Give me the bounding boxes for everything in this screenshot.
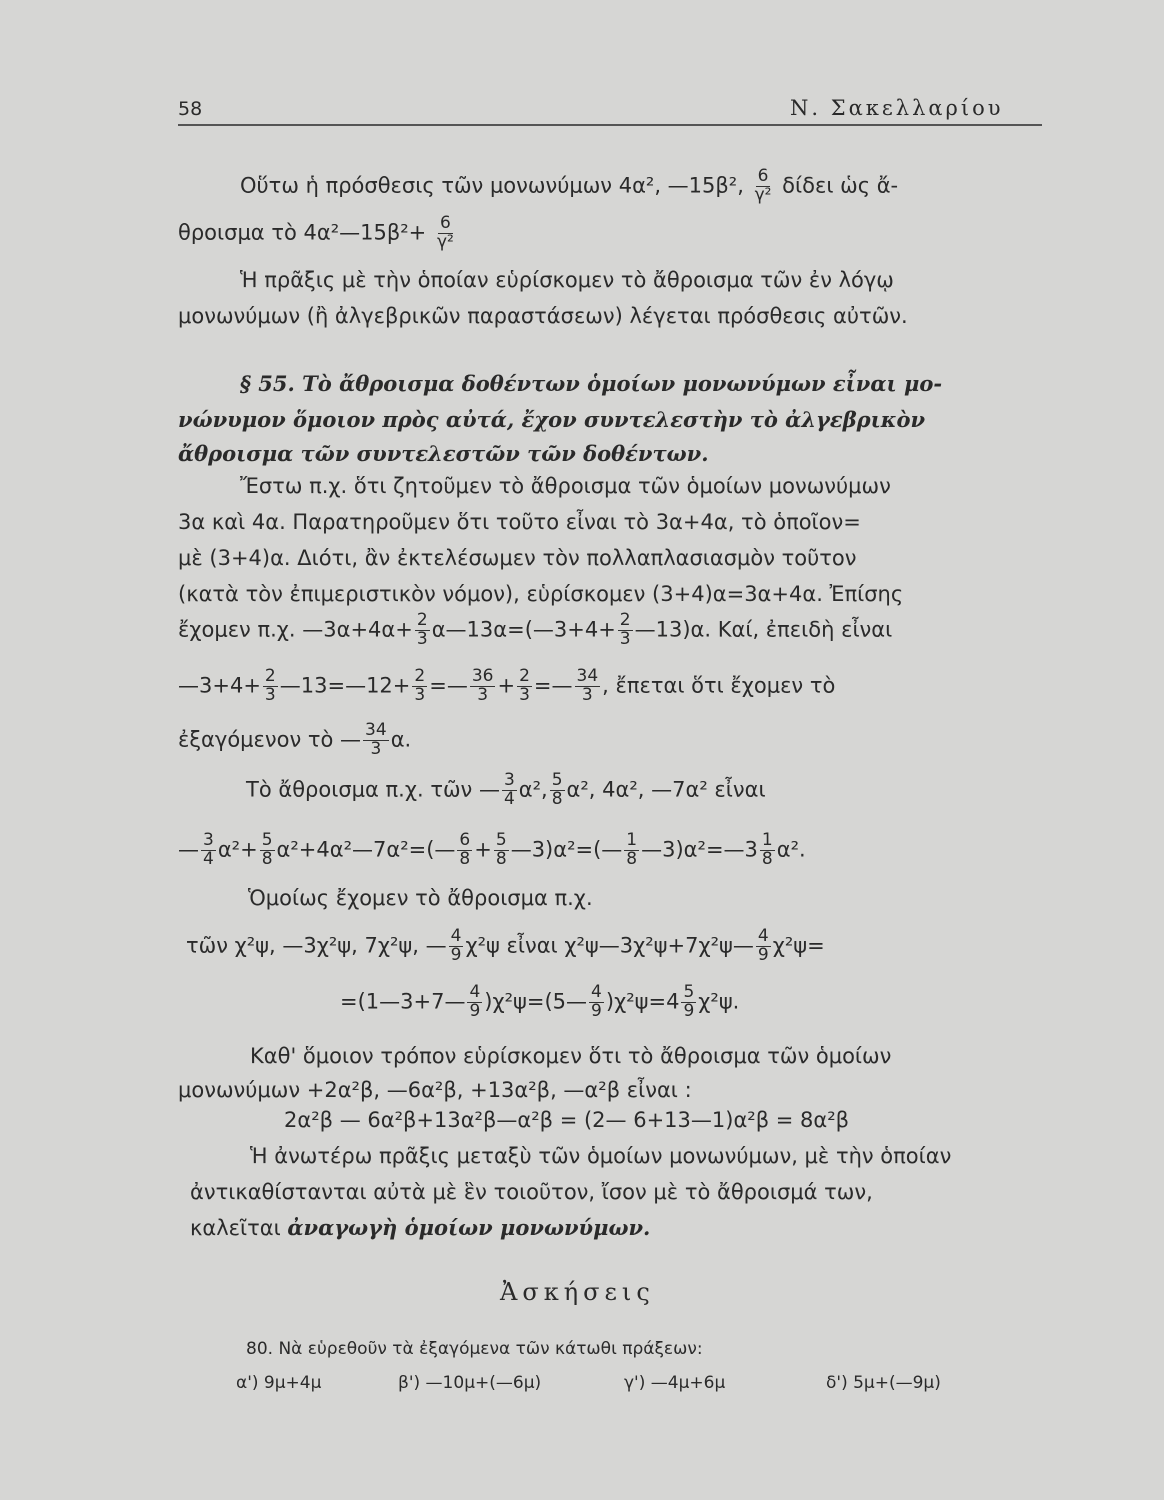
frac-den: 3 xyxy=(414,684,426,705)
fraction xyxy=(760,832,775,869)
text: —13=—12+ xyxy=(279,673,411,698)
text: καλεῖται xyxy=(190,1216,281,1240)
text: χ²ψ εἶναι χ²ψ—3χ²ψ+7χ²ψ— xyxy=(465,933,754,958)
section-55-line2: νώνυμον ὅμοιον πρὸς αὐτά, ἔχον συντελεστὴν τὸ ἀλγεβρικὸν xyxy=(178,407,926,432)
frac-den: 9 xyxy=(683,1000,695,1021)
frac-den: 9 xyxy=(450,944,462,965)
text: Οὕτω ἡ πρόσθεσις τῶν μονωνύμων 4α², —15β², xyxy=(240,173,744,198)
body3-line2 xyxy=(186,928,825,965)
text: α², xyxy=(518,777,548,802)
body4-line1: Καθ' ὅμοιον τρόπον εὑρίσκομεν ὅτι τὸ ἄθροισμα τῶν ὁμοίων xyxy=(250,1044,892,1068)
frac-den: γ² xyxy=(436,231,454,252)
frac-den: 8 xyxy=(495,848,507,869)
frac-den: 3 xyxy=(477,684,489,705)
running-header-author: Ν. Σακελλαρίου xyxy=(790,96,1004,120)
text: , ἔπεται ὅτι ἔχομεν τὸ xyxy=(602,673,836,698)
frac-num: 3 xyxy=(503,770,515,790)
frac-num: 2 xyxy=(519,666,530,686)
text: α²+ xyxy=(217,837,258,862)
fraction xyxy=(260,832,275,869)
text: ἐξαγόμενον τὸ — xyxy=(178,727,362,752)
text: —3)α²=—3 xyxy=(641,837,758,862)
frac-num: 4 xyxy=(469,982,481,1002)
frac-den: 8 xyxy=(761,848,773,869)
frac-num: 6 xyxy=(459,830,471,850)
frac-den: 8 xyxy=(551,788,563,809)
fraction xyxy=(467,984,482,1021)
text: =— xyxy=(429,673,468,698)
fraction xyxy=(263,668,278,705)
frac-num: 5 xyxy=(261,830,273,850)
frac-num: 1 xyxy=(761,830,773,850)
text: =(1—3+7— xyxy=(340,989,466,1014)
frac-den: 3 xyxy=(581,684,593,705)
text: α. xyxy=(390,727,412,752)
frac-num: 2 xyxy=(619,610,631,630)
frac-num: 5 xyxy=(551,770,563,790)
section-55-line3: ἄθροισμα τῶν συντελεστῶν τῶν δοθέντων. xyxy=(178,441,709,466)
body1-line7 xyxy=(178,722,411,759)
frac-den: 8 xyxy=(459,848,471,869)
fraction xyxy=(449,928,464,965)
exercises-heading: Ἀσκήσεις xyxy=(500,1278,655,1306)
body1-line3: μὲ (3+4)α. Διότι, ἂν ἐκτελέσωμεν τὸν πολλαπλασιασμὸν τοῦτον xyxy=(178,546,857,570)
fraction xyxy=(435,215,456,252)
body2-line1 xyxy=(246,772,766,809)
text: α—13α=(—3+4+ xyxy=(431,617,616,642)
fraction xyxy=(470,668,496,705)
frac-den: 9 xyxy=(469,1000,481,1021)
frac-den: 4 xyxy=(203,848,214,869)
fraction xyxy=(550,772,565,809)
fraction xyxy=(494,832,509,869)
fraction xyxy=(517,668,532,705)
fraction xyxy=(681,984,696,1021)
text: ἀναγωγὴ ὁμοίων μονωνύμων. xyxy=(287,1215,651,1240)
text: τῶν χ²ψ, —3χ²ψ, 7χ²ψ, — xyxy=(186,933,447,958)
fraction xyxy=(363,722,389,759)
section-55-line1: § 55. Τὸ ἄθροισμα δοθέντων ὁμοίων μονωνύμων εἶναι μο- xyxy=(240,371,943,396)
text: α², 4α², —7α² εἶναι xyxy=(566,777,766,802)
body1-line1: Ἔστω π.χ. ὅτι ζητοῦμεν τὸ ἄθροισμα τῶν ὁμοίων μονωνύμων xyxy=(240,474,891,498)
text: δίδει ὡς ἄ- xyxy=(782,173,899,198)
frac-den: 3 xyxy=(264,684,276,705)
frac-num: 2 xyxy=(414,666,426,686)
page-number: 58 xyxy=(178,98,203,120)
body4-line4: Ἡ ἀνωτέρω πρᾶξις μεταξὺ τῶν ὁμοίων μονωνύμων, μὲ τὴν ὁποίαν xyxy=(250,1144,952,1168)
text: )χ²ψ=4 xyxy=(605,989,680,1014)
para2-line1: Ἡ πρᾶξις μὲ τὴν ὁποίαν εὑρίσκομεν τὸ ἄθροισμα τῶν ἐν λόγῳ xyxy=(240,268,894,292)
body3-line3 xyxy=(340,984,739,1021)
frac-num: 34 xyxy=(365,720,387,740)
text: —3)α²=(— xyxy=(510,837,623,862)
frac-num: 36 xyxy=(471,666,494,686)
frac-num: 5 xyxy=(683,982,695,1002)
frac-den: 3 xyxy=(416,628,428,649)
text: α². xyxy=(776,837,806,862)
exercise-d: δ') 5μ+(—9μ) xyxy=(826,1373,941,1393)
text: + xyxy=(497,673,516,698)
text: —3+4+ xyxy=(178,673,261,698)
frac-num: 6 xyxy=(757,166,769,186)
frac-den: 3 xyxy=(370,738,382,759)
frac-den: 8 xyxy=(261,848,273,869)
exercise-b: β') —10μ+(—6μ) xyxy=(398,1373,542,1393)
text: (— xyxy=(426,837,456,862)
fraction xyxy=(575,668,601,705)
text: =— xyxy=(533,673,573,698)
text: α²+4α²—7α²= xyxy=(276,837,427,862)
frac-num: 3 xyxy=(203,830,214,850)
body2-line2 xyxy=(178,832,806,869)
body1-line2: 3α καὶ 4α. Παρατηροῦμεν ὅτι τοῦτο εἶναι τὸ 3α+4α, τὸ ὁποῖον= xyxy=(178,510,861,534)
text: + xyxy=(474,837,492,862)
para1-line2 xyxy=(178,215,458,252)
fraction xyxy=(756,928,771,965)
fraction xyxy=(412,668,427,705)
body4-line2: μονωνύμων +2α²β, —6α²β, +13α²β, —α²β εἶναι : xyxy=(178,1078,692,1102)
para2-line2: μονωνύμων (ἢ ἀλγεβρικῶν παραστάσεων) λέγεται πρόσθεσις αὐτῶν. xyxy=(178,304,908,328)
text: —13)α. Καί, ἐπειδὴ εἶναι xyxy=(634,617,893,642)
frac-den: 4 xyxy=(503,788,515,809)
frac-num: 2 xyxy=(416,610,428,630)
fraction xyxy=(201,832,216,869)
frac-den: 9 xyxy=(591,1000,602,1021)
frac-num: 34 xyxy=(576,666,599,686)
frac-den: 8 xyxy=(626,848,638,869)
fraction xyxy=(502,772,517,809)
body4-line6 xyxy=(190,1216,650,1240)
exercise-80: 80. Νὰ εὑρεθοῦν τὰ ἐξαγόμενα τῶν κάτωθι πράξεων: xyxy=(246,1339,703,1359)
exercise-a: α') 9μ+4μ xyxy=(236,1373,322,1393)
body1-line4: (κατὰ τὸν ἐπιμεριστικὸν νόμον), εὑρίσκομεν (3+4)α=3α+4α. Ἐπίσης xyxy=(178,582,904,606)
header-rule xyxy=(178,124,1042,126)
fraction xyxy=(618,612,633,649)
text: )χ²ψ=(5— xyxy=(484,989,588,1014)
fraction xyxy=(624,832,639,869)
frac-num: 1 xyxy=(626,830,638,850)
frac-num: 5 xyxy=(495,830,507,850)
frac-den: 3 xyxy=(519,684,530,705)
text: — xyxy=(178,837,199,862)
frac-num: 4 xyxy=(450,926,462,946)
para1-line1 xyxy=(240,168,898,205)
fraction xyxy=(457,832,472,869)
body4-line5: ἀντικαθίστανται αὐτὰ μὲ ἓν τοιοῦτον, ἴσον μὲ τὸ ἄθροισμά των, xyxy=(190,1180,873,1204)
frac-den: 3 xyxy=(619,628,631,649)
fraction xyxy=(589,984,604,1021)
frac-num: 2 xyxy=(264,666,276,686)
frac-den: γ² xyxy=(754,184,772,205)
frac-num: 4 xyxy=(591,982,602,1002)
body1-line6 xyxy=(178,668,835,705)
text: Τὸ ἄθροισμα π.χ. τῶν — xyxy=(246,777,500,802)
body1-line5 xyxy=(178,612,892,649)
body4-line3: 2α²β — 6α²β+13α²β—α²β = (2— 6+13—1)α²β = 8α²β xyxy=(284,1108,850,1132)
exercise-c: γ') —4μ+6μ xyxy=(624,1373,726,1393)
fraction xyxy=(415,612,430,649)
text: χ²ψ= xyxy=(772,933,825,958)
frac-num: 6 xyxy=(439,213,451,233)
text: χ²ψ. xyxy=(698,989,740,1014)
body3-line1: Ὁμοίως ἔχομεν τὸ ἄθροισμα π.χ. xyxy=(248,886,593,910)
fraction xyxy=(753,168,774,205)
frac-num: 4 xyxy=(757,926,769,946)
frac-den: 9 xyxy=(757,944,769,965)
text: ἔχομεν π.χ. —3α+4α+ xyxy=(178,617,413,642)
text: θροισμα τὸ 4α²—15β²+ xyxy=(178,220,427,245)
